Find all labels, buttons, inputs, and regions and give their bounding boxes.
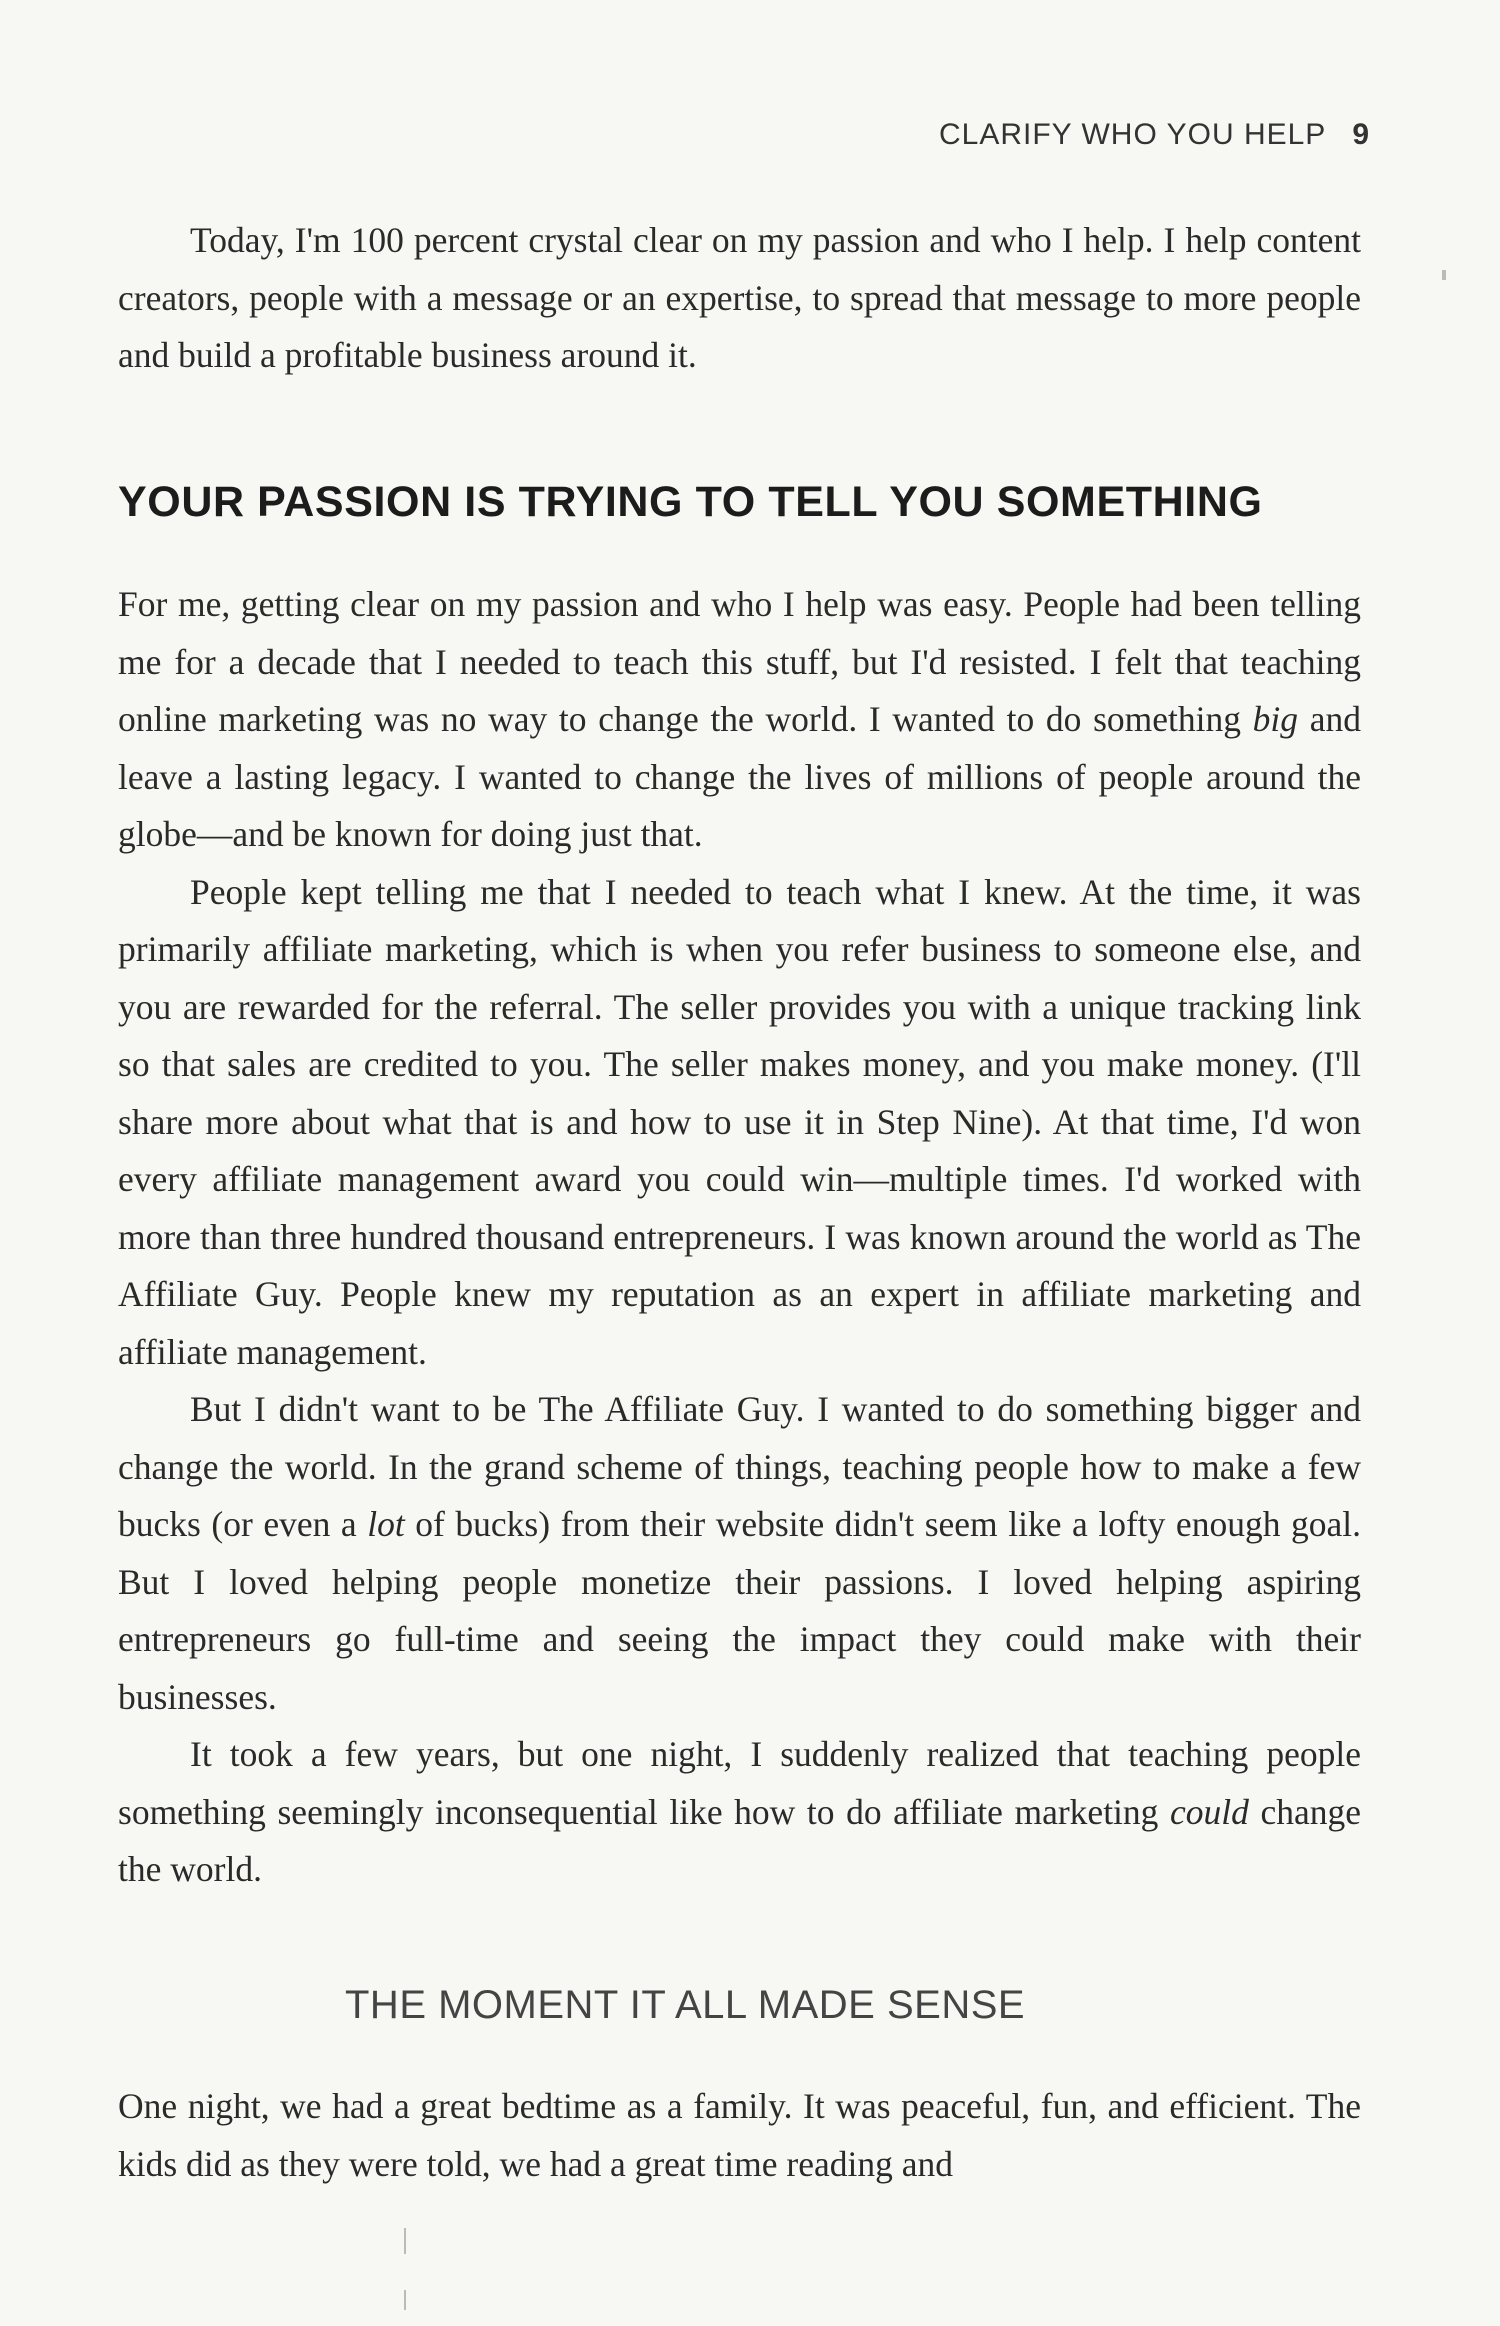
- section-heading-passion: YOUR PASSION IS TRYING TO TELL YOU SOMETHING: [118, 478, 1263, 526]
- text-run: change the world.: [118, 1791, 1361, 1889]
- text-run: of bucks) from their website didn't seem like a lofty enough goal. But I loved helping people monetize their passions. I loved helping aspiring entrepreneurs go full-time and seeing the impact they could make with their businesses.: [118, 1504, 1361, 1717]
- scan-artifact-mark: [404, 2228, 406, 2254]
- text-run: It took a few years, but one night, I suddenly realized that teaching people something seemingly inconsequential like how to do affiliate marketing: [118, 1734, 1361, 1832]
- paragraph: People kept telling me that I needed to teach what I knew. At the time, it was primarily affiliate marketing, which is when you refer business to someone else, and you are rewarded for the referral. The seller provides you with a unique tracking link so that sales are credited to you. The seller makes money, and you make money. (I'll share more about what that is and how to use it in Step Nine). At that time, I'd won every affiliate management award you could win—multiple times. I'd worked with more than three hundred thousand entrepreneurs. I was known around the world as The Affiliate Guy. People knew my reputation as an expert in affiliate marketing and affiliate management.: [118, 871, 1361, 1372]
- emphasis: could: [1170, 1791, 1249, 1832]
- running-head: [939, 118, 1370, 152]
- text-run: For me, getting clear on my passion and who I help was easy. People had been telling me for a decade that I needed to teach this stuff, but I'd resisted. I felt that teaching online marketing was no way to change the world. I wanted to do something: [118, 584, 1361, 739]
- scan-artifact-dot: [1442, 270, 1446, 280]
- paragraph: [118, 1381, 1361, 1726]
- page-number: 9: [1352, 118, 1370, 151]
- paragraph: [118, 576, 1361, 864]
- running-title: CLARIFY WHO YOU HELP: [939, 118, 1327, 151]
- emphasis: lot: [367, 1504, 405, 1544]
- emphasis: big: [1252, 699, 1299, 739]
- text-run: But I didn't want to be The Affiliate Guy. I wanted to do something bigger and change the world. In the grand scheme of things, teaching people how to make a few bucks (or even a: [118, 1389, 1361, 1544]
- scan-artifact-mark: [404, 2290, 406, 2310]
- text-run: and leave a lasting legacy. I wanted to change the lives of millions of people around the globe—and be known for doing just that.: [118, 699, 1361, 854]
- section-heading-moment: THE MOMENT IT ALL MADE SENSE: [345, 1983, 1026, 2027]
- paragraph: [118, 1726, 1361, 1899]
- intro-paragraph: Today, I'm 100 percent crystal clear on my passion and who I help. I help content creators, people with a message or an expertise, to spread that message to more people and build a profitable business around it.: [118, 220, 1361, 375]
- paragraph: One night, we had a great bedtime as a family. It was peaceful, fun, and efficient. The kids did as they were told, we had a great time reading and: [118, 2086, 1361, 2184]
- intro-block: [118, 212, 1361, 385]
- section2-body: [118, 2078, 1361, 2193]
- section1-body: [118, 576, 1361, 1899]
